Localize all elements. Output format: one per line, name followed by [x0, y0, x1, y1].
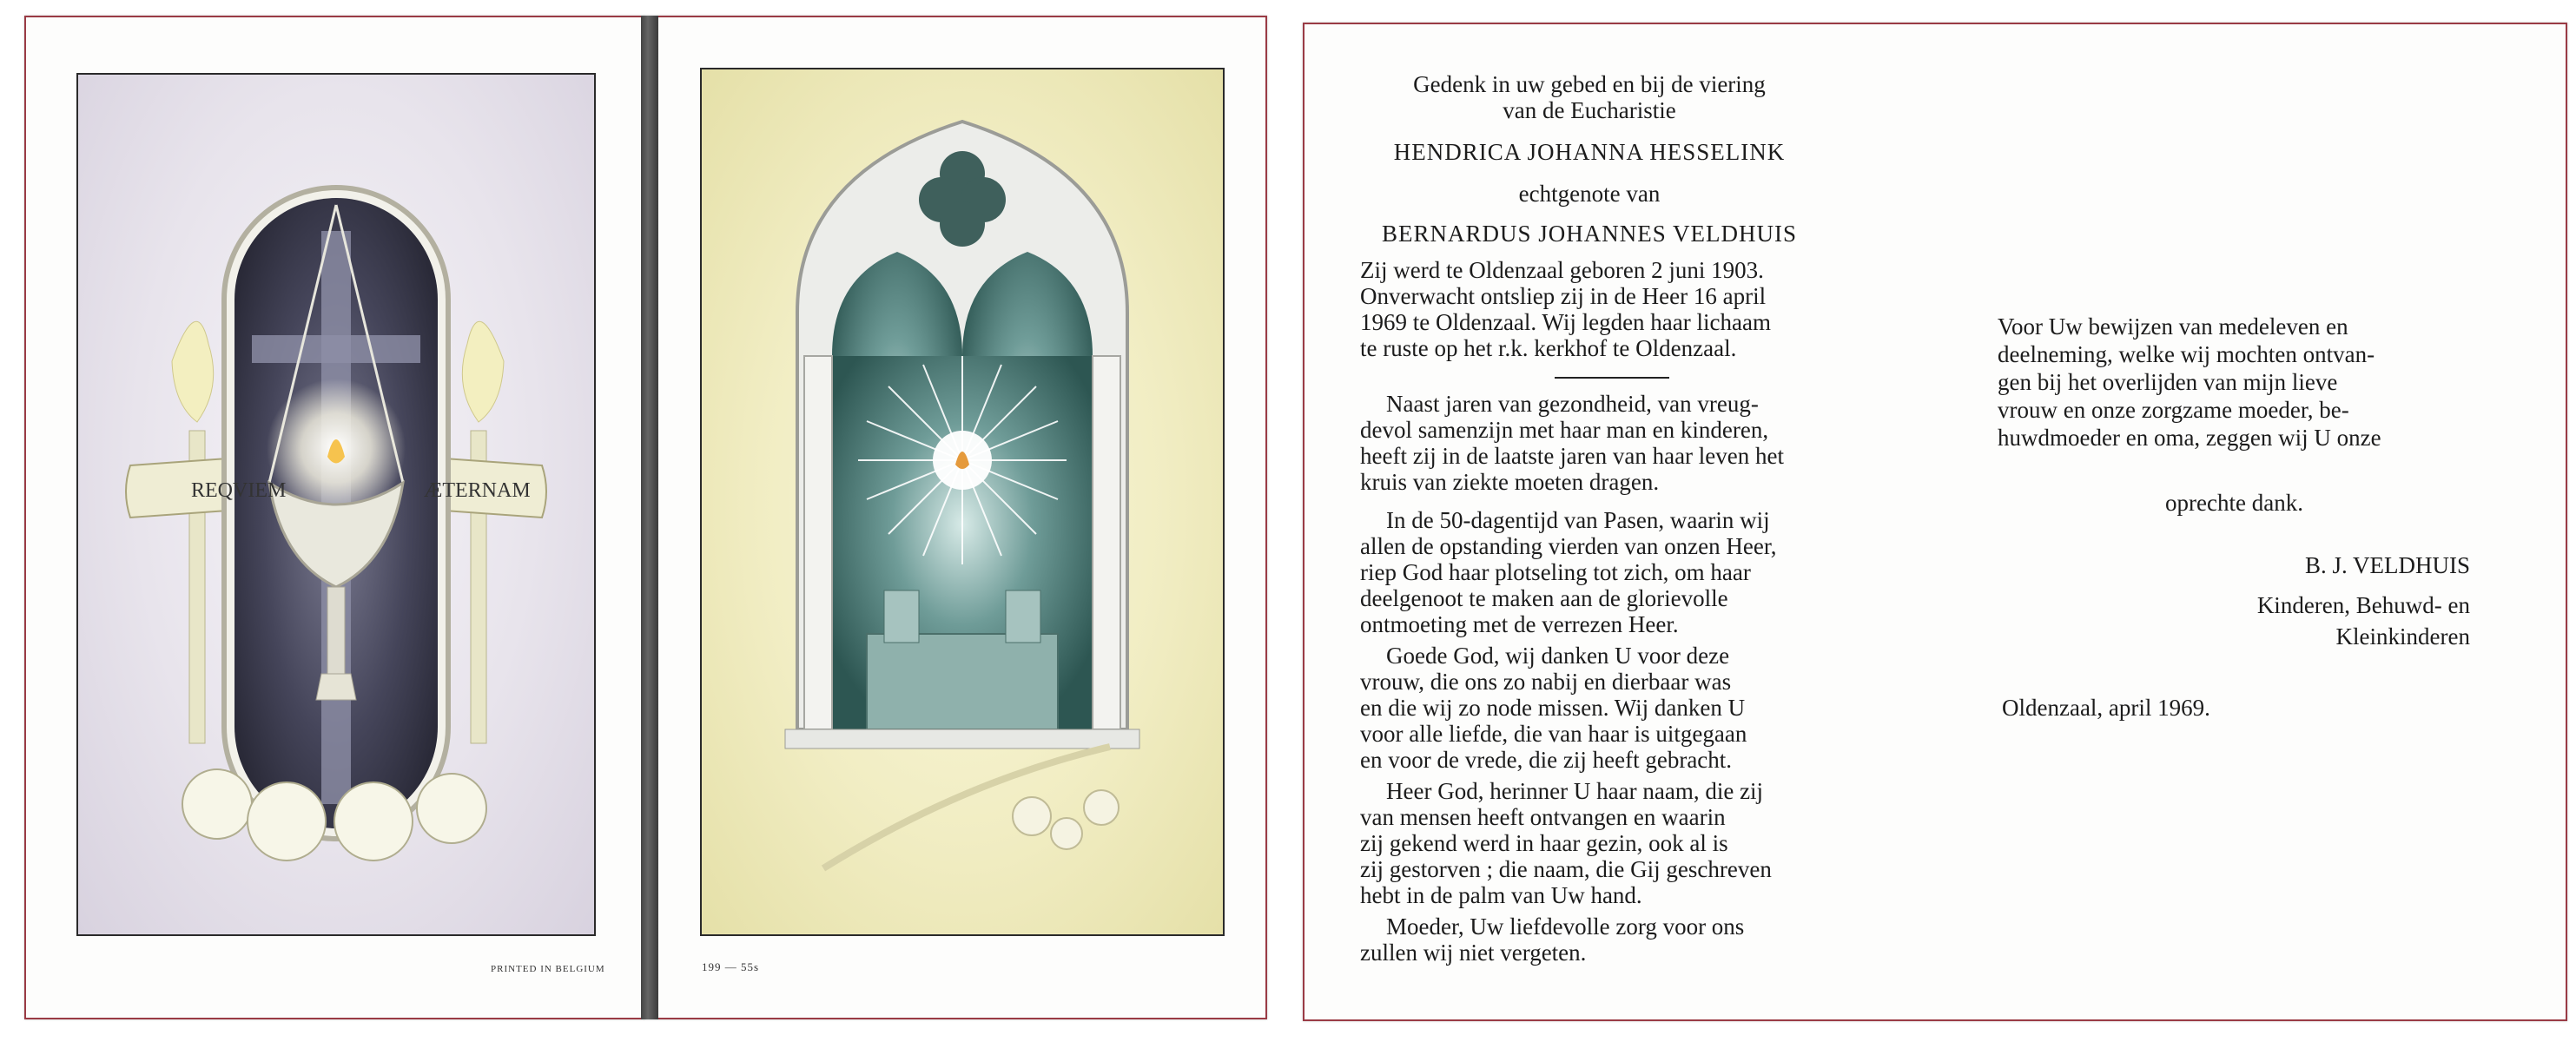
paragraph-line: allen de opstanding vierden van onzen Heer, [1360, 533, 1777, 559]
banner-right-text: ÆTERNAM [424, 479, 531, 502]
place-date: Oldenzaal, april 1969. [2002, 695, 2210, 721]
printed-caption: PRINTED IN BELGIUM [491, 964, 605, 974]
thanks-line: deelneming, welke wij mochten ontvan- [1998, 341, 2375, 367]
paragraph-line: zullen wij niet vergeten. [1360, 940, 1587, 966]
paragraph-line: devol samenzijn met haar man en kinderen, [1360, 417, 1769, 443]
thanks-line: Voor Uw bewijzen van medeleven en [1998, 313, 2348, 340]
paragraph-4 [1360, 778, 1819, 908]
paragraph-line: en die wij zo node missen. Wij danken U [1360, 695, 1746, 721]
thanks-line: gen bij het overlijden van mijn lieve [1998, 369, 2338, 395]
paragraph-line: en voor de vrede, die zij heeft gebracht. [1360, 747, 1733, 773]
signature-line-2: Kinderen, Behuwd- en [2256, 592, 2470, 618]
paragraph-line: kruis van ziekte moeten dragen. [1360, 469, 1660, 495]
torch-right-icon [462, 321, 504, 743]
thanks-end: oprechte dank. [2165, 490, 2303, 516]
altar [867, 634, 1058, 729]
card-spine [641, 16, 658, 1019]
paragraph-line: zij gekend werd in haar gezin, ook al is [1360, 830, 1728, 856]
thanks-block [1998, 313, 2471, 452]
paragraph-line: Heer God, herinner U haar naam, die zij [1386, 778, 1764, 804]
requiem-image [76, 73, 596, 936]
left-column [804, 356, 832, 729]
paragraph-line: Goede God, wij danken U voor deze [1386, 643, 1730, 669]
paragraph-2 [1360, 507, 1819, 637]
paragraph-5 [1360, 913, 1819, 966]
paragraph-line: zij gestorven ; die naam, die Gij geschreven [1360, 856, 1772, 882]
paragraph-line: ontmoeting met de verrezen Heer. [1360, 611, 1679, 637]
flowers-icon [1013, 790, 1119, 849]
paragraph-line: heeft zij in de laatste jaren van haar leven het [1360, 443, 1785, 469]
chapel-illustration [702, 69, 1223, 934]
intro-line-2: van de Eucharistie [1503, 97, 1676, 123]
intro-line-1: Gedenk in uw gebed en bij de viering [1413, 71, 1766, 97]
signature-name: B. J. VELDHUIS [2304, 552, 2470, 578]
thanks-line: vrouw en onze zorgzame moeder, be- [1998, 397, 2349, 423]
torch-left-icon [172, 321, 214, 743]
requiem-illustration [78, 75, 594, 934]
paragraph-3 [1360, 643, 1819, 773]
bio-line: te ruste op het r.k. kerkhof te Oldenzaal. [1360, 335, 1737, 361]
bio-line: Zij werd te Oldenzaal geboren 2 juni 1903. [1360, 257, 1764, 283]
catalog-caption: 199 — 55s [702, 960, 760, 973]
bio-block [1360, 257, 1819, 361]
thanks-line: huwdmoeder en oma, zeggen wij U onze [1998, 425, 2381, 451]
palm-branch-icon [823, 747, 1110, 868]
chapel-image [700, 68, 1225, 936]
spouse-name: BERNARDUS JOHANNES VELDHUIS [1381, 221, 1798, 247]
paragraph-line: vrouw, die ons zo nabij en dierbaar was [1360, 669, 1732, 695]
banner-left-text: REQVIEM [191, 479, 287, 502]
arch-base [785, 729, 1139, 749]
paragraph-line: voor alle liefde, die van haar is uitgegaan [1360, 721, 1747, 747]
paragraph-line: deelgenoot te maken aan de glorievolle [1360, 585, 1728, 611]
right-column [1093, 356, 1120, 729]
paragraph-line: Naast jaren van gezondheid, van vreug- [1386, 391, 1759, 417]
paragraph-line: van mensen heeft ontvangen en waarin [1360, 804, 1726, 830]
spouse-label: echtgenote van [1518, 181, 1661, 207]
bio-line: Onverwacht ontsliep zij in de Heer 16 april [1360, 283, 1767, 309]
paragraph-line: hebt in de palm van Uw hand. [1360, 882, 1642, 908]
bio-line: 1969 te Oldenzaal. Wij legden haar lichaam [1360, 309, 1771, 335]
paragraph-1 [1360, 391, 1819, 495]
signature-line-3: Kleinkinderen [2335, 623, 2470, 650]
deceased-name: HENDRICA JOHANNA HESSELINK [1393, 139, 1786, 165]
paragraph-line: riep God haar plotseling tot zich, om haar [1360, 559, 1751, 585]
paragraph-line: Moeder, Uw liefdevolle zorg voor ons [1386, 913, 1745, 940]
paragraph-line: In de 50-dagentijd van Pasen, waarin wij [1386, 507, 1770, 533]
divider-rule [1555, 377, 1669, 379]
